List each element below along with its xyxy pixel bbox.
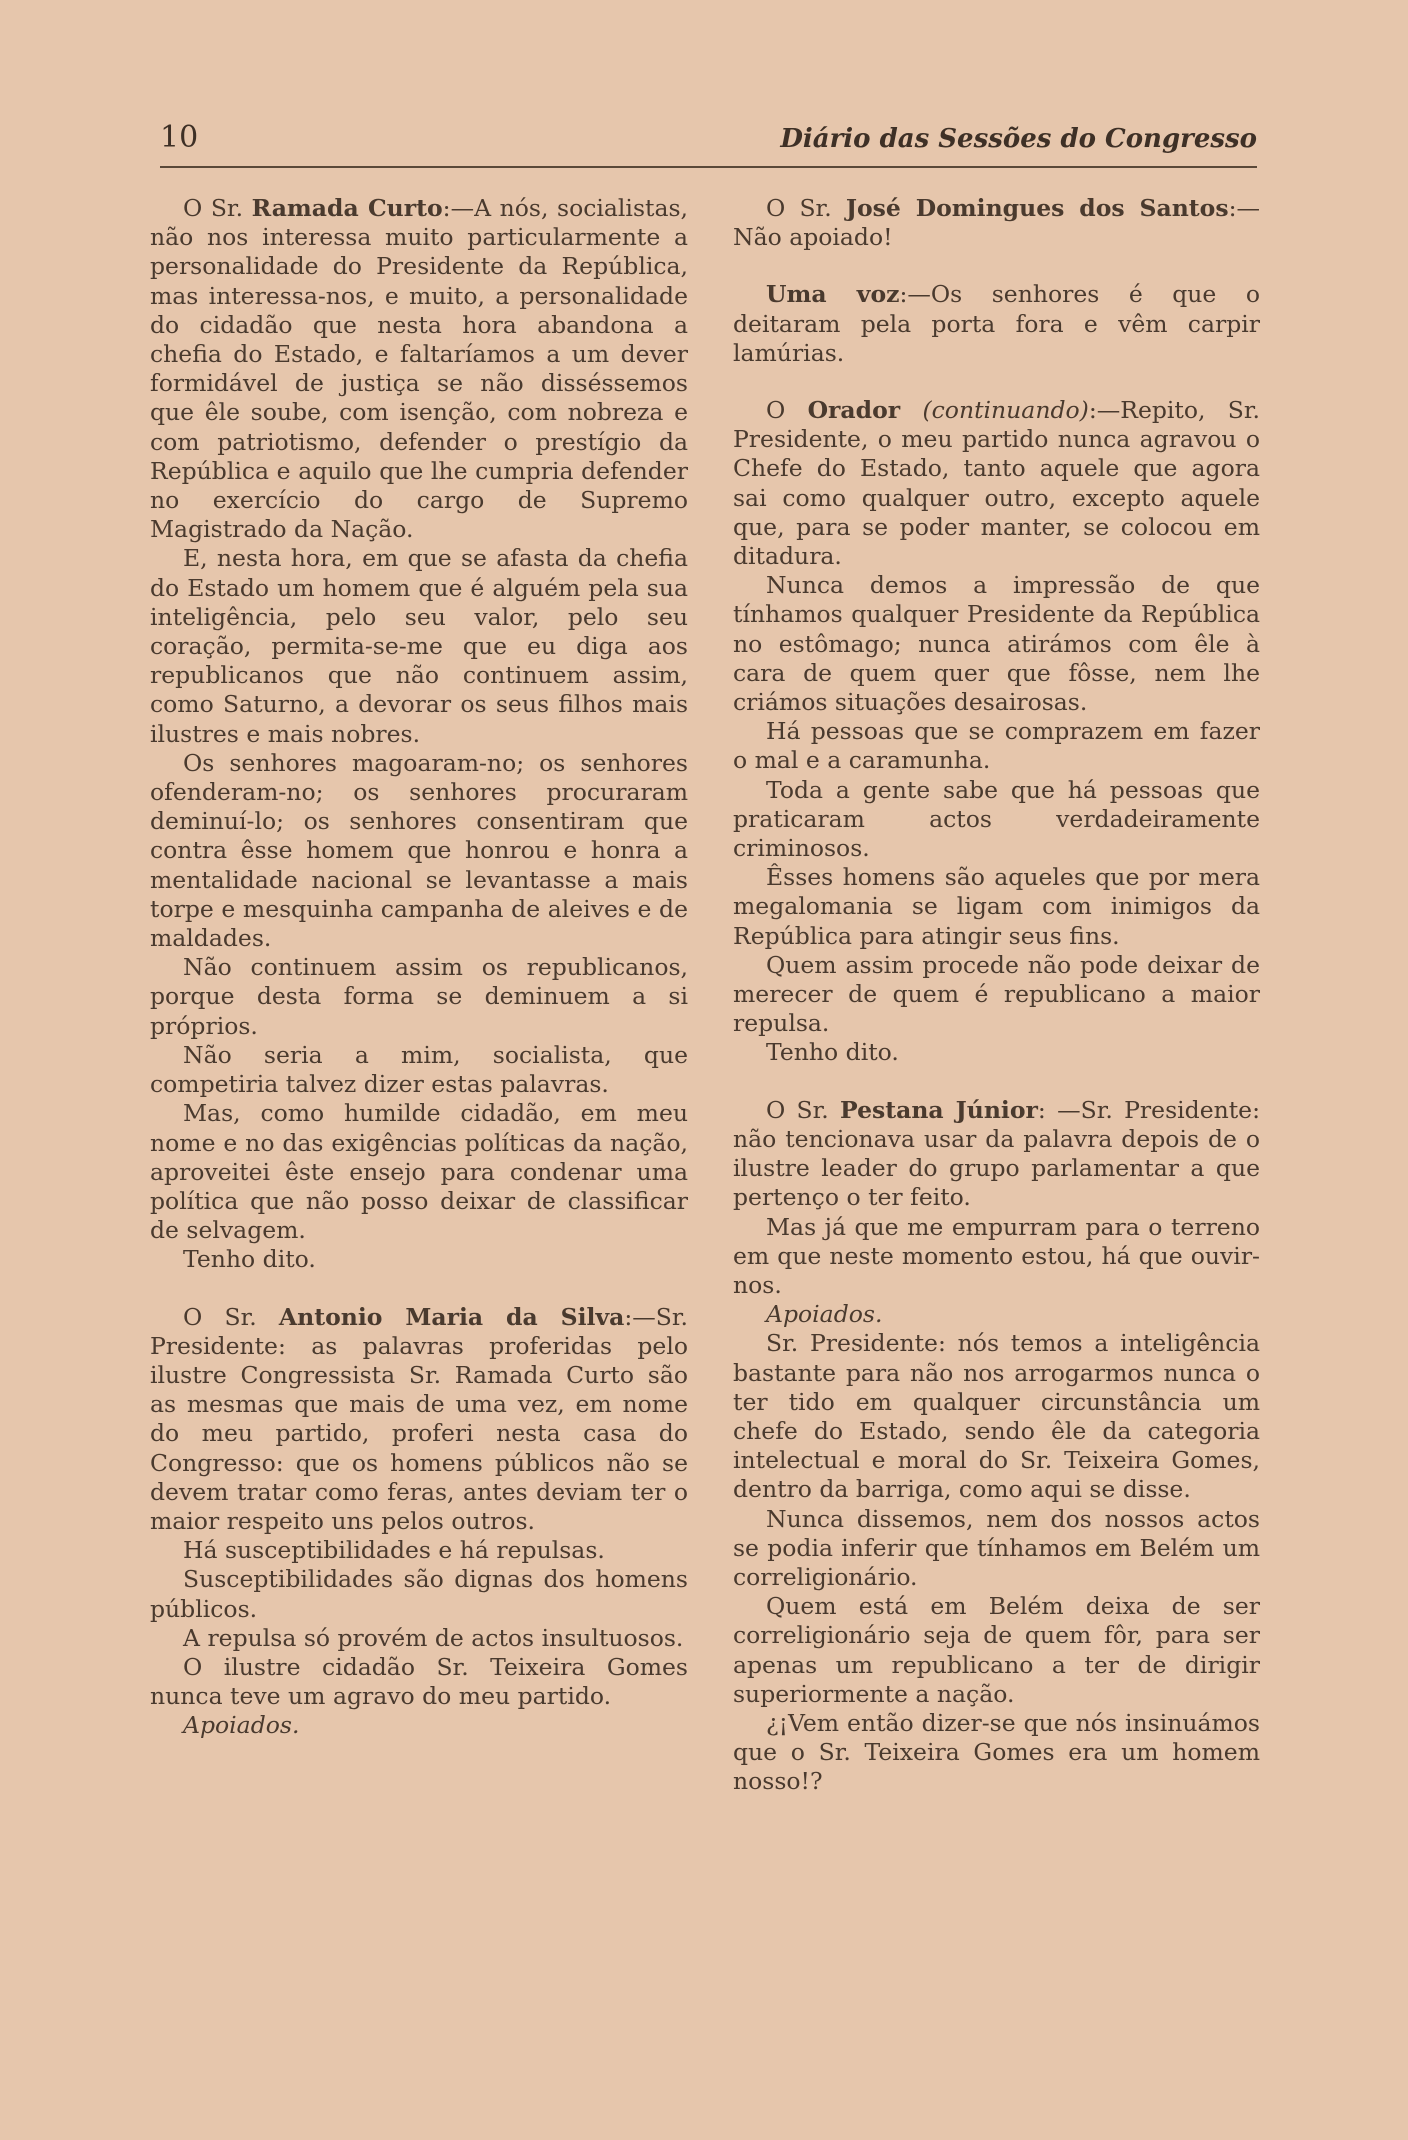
speech-text: Sr. Presidente: não tencionava usar da palavra depois de o ilustre leader do grupo parlamentar a que pertenço o ter feito. — [733, 1095, 1261, 1212]
body-paragraph — [150, 1653, 688, 1711]
running-title: Diário das Sessões do Congresso — [780, 124, 1257, 154]
speech-paragraph — [150, 194, 688, 544]
speech-paragraph — [150, 1303, 688, 1537]
speaker-name: Antonio Maria da Silva — [278, 1302, 625, 1331]
speaker-name: Orador — [807, 396, 901, 425]
body-paragraph — [733, 1329, 1260, 1504]
paragraph-text: Os senhores magoaram-no; os senhores ofenderam-no; os senhores procuraram deminuí-lo; os senhores consentiram que contra êsse homem que honrou e honra a mentalidade nacional se levantasse a mais torpe e mesquinha campanha de aleives e de maldades. — [150, 748, 688, 953]
speaker-name: Ramada Curto — [251, 194, 443, 222]
paragraph-text: Mas, como humilde cidadão, em meu nome e no das exigências políticas da nação, aproveitei êste ensejo para condenar uma política que não posso deixar de classificar de selvagem. — [150, 1099, 688, 1245]
paragraph-text: Quem assim procede não pode deixar de merecer de quem é republicano a maior repulsa. — [733, 950, 1260, 1038]
paragraph-text: Toda a gente sabe que há pessoas que praticaram actos verdadeiramente criminosos. — [733, 775, 1260, 863]
body-paragraph — [150, 953, 688, 1041]
speech-prefix: O — [766, 396, 808, 425]
body-paragraph — [150, 1099, 688, 1245]
speech-separator: :— — [1228, 194, 1260, 222]
speaker-name: Uma voz — [766, 280, 900, 309]
paragraph-text: Sr. Presidente: nós temos a inteligência bastante para não nos arrogarmos nunca o ter tido em qualquer circunstância um chefe do Estado, sendo êle da categoria intelectual e moral do Sr. Teixeira Gomes, dentro da barriga, como aqui se disse. — [733, 1329, 1260, 1504]
body-paragraph — [150, 749, 688, 953]
body-paragraph — [733, 951, 1260, 1039]
paragraph-text: E, nesta hora, em que se afasta da chefia do Estado um homem que é alguém pela sua inteligência, pelo seu valor, pelo seu coração, permita-se-me que eu diga aos republicanos que não continuem assim, como Saturno, a devorar os seus filhos mais ilustres e mais nobres. — [150, 544, 688, 748]
speech-separator: :— — [442, 194, 475, 222]
paragraph-text: O ilustre cidadão Sr. Teixeira Gomes nunca teve um agravo do meu partido. — [150, 1652, 688, 1711]
body-paragraph — [733, 1213, 1260, 1301]
paragraph-text: Há susceptibilidades e há repulsas. — [183, 1536, 605, 1565]
speaker-name: Pestana Júnior — [840, 1095, 1038, 1124]
body-paragraph — [150, 1536, 688, 1565]
speaker-aside: (continuando) — [922, 396, 1089, 425]
body-paragraph — [733, 1505, 1260, 1593]
body-paragraph — [733, 717, 1260, 775]
paragraph-text: Não continuem assim os republicanos, porque desta forma se deminuem a si próprios. — [150, 953, 688, 1040]
speech-text: Repito, Sr. Presidente, o meu partido nunca agravou o Chefe do Estado, tanto aquele que agora sai como qualquer outro, excepto aquele que, para se poder manter, se colocou em ditadura. — [733, 396, 1260, 571]
speech-paragraph — [733, 280, 1260, 368]
paragraph-text: Mas já que me empurram para o terreno em que neste momento estou, há que ouvir-nos. — [733, 1212, 1260, 1299]
left-column — [150, 194, 688, 1741]
speech-separator: :— — [899, 280, 931, 309]
body-paragraph — [150, 1041, 688, 1099]
paragraph-text: Quem está em Belém deixa de ser correligionário seja de quem fôr, para ser apenas um republicano a ter de dirigir superiormente a nação. — [733, 1592, 1260, 1708]
speech-prefix: O Sr. — [183, 194, 252, 222]
speech-paragraph — [733, 1096, 1260, 1213]
paragraph-text: Êsses homens são aqueles que por mera megalomania se ligam com inimigos da República para atingir seus fins. — [733, 863, 1260, 950]
page-header — [160, 120, 1257, 168]
aside-text: Apoiados. — [183, 1711, 300, 1740]
right-column — [733, 194, 1260, 1797]
speech-prefix: O Sr. — [766, 1095, 841, 1124]
paragraph-text: Não seria a mim, socialista, que competiria talvez dizer estas palavras. — [150, 1040, 688, 1099]
aside-paragraph — [733, 1300, 1260, 1329]
body-paragraph — [733, 1592, 1260, 1709]
body-paragraph — [150, 544, 688, 748]
page-number: 10 — [160, 120, 199, 155]
paragraph-text: Nunca dissemos, nem dos nossos actos se podia inferir que tínhamos em Belém um correligionário. — [733, 1504, 1260, 1591]
speaker-name: José Domingues dos Santos — [845, 194, 1229, 222]
body-paragraph — [733, 571, 1260, 717]
speech-separator: :— — [1088, 396, 1121, 425]
speech-prefix: O Sr. — [183, 1302, 279, 1331]
paragraph-text: ¿¡Vem então dizer-se que nós insinuámos que o Sr. Teixeira Gomes era um homem nosso!? — [733, 1708, 1260, 1796]
body-paragraph — [733, 1038, 1260, 1067]
paragraph-text: Há pessoas que se comprazem em fazer o mal e a caramunha. — [733, 717, 1260, 775]
paragraph-text: Tenho dito. — [766, 1038, 899, 1067]
body-paragraph — [150, 1565, 688, 1623]
speech-separator: :— — [624, 1302, 656, 1331]
paragraph-text: Susceptibilidades são dignas dos homens públicos. — [150, 1565, 688, 1623]
body-paragraph — [150, 1624, 688, 1653]
body-paragraph — [733, 1709, 1260, 1797]
body-paragraph — [733, 863, 1260, 951]
paragraph-text: Nunca demos a impressão de que tínhamos qualquer Presidente da República no estômago; nunca atirámos com êle à cara de quem quer que fôsse, nem lhe criámos situações desairosas. — [733, 571, 1260, 717]
body-paragraph — [733, 776, 1260, 864]
speech-text: Os senhores é que o deitaram pela porta fora e vêm carpir lamúrias. — [733, 280, 1260, 367]
paragraph-text: A repulsa só provém de actos insultuosos. — [183, 1623, 684, 1652]
speech-paragraph — [733, 194, 1260, 252]
aside-text: Apoiados. — [766, 1300, 883, 1329]
speech-paragraph — [733, 396, 1260, 571]
body-paragraph — [150, 1245, 688, 1274]
speech-text: A nós, socialistas, não nos interessa muito particularmente a personalidade do Presidente da República, mas interessa-nos, e muito, a personalidade do cidadão que nesta hora abandona a chefia do Estado, e faltaríamos a um dever formidável de justiça se não disséssemos que êle soube, com isenção, com nobreza e com patriotismo, defender o prestígio da República e aquilo que lhe cumpria defender no exercício do cargo de Supremo Magistrado da Nação. — [150, 194, 688, 544]
speech-separator: : — — [1037, 1095, 1081, 1124]
aside-paragraph — [150, 1711, 688, 1740]
speech-text: Sr. Presidente: as palavras proferidas pelo ilustre Congressista Sr. Ramada Curto são as mesmas que mais de uma vez, em nome do meu partido, proferi nesta casa do Congresso: que os homens públicos não se devem tratar como feras, antes deviam ter o maior respeito uns pelos outros. — [150, 1302, 688, 1535]
paragraph-text: Tenho dito. — [183, 1245, 316, 1274]
speech-text: Não apoiado! — [733, 223, 893, 252]
speech-prefix: O Sr. — [766, 194, 846, 222]
